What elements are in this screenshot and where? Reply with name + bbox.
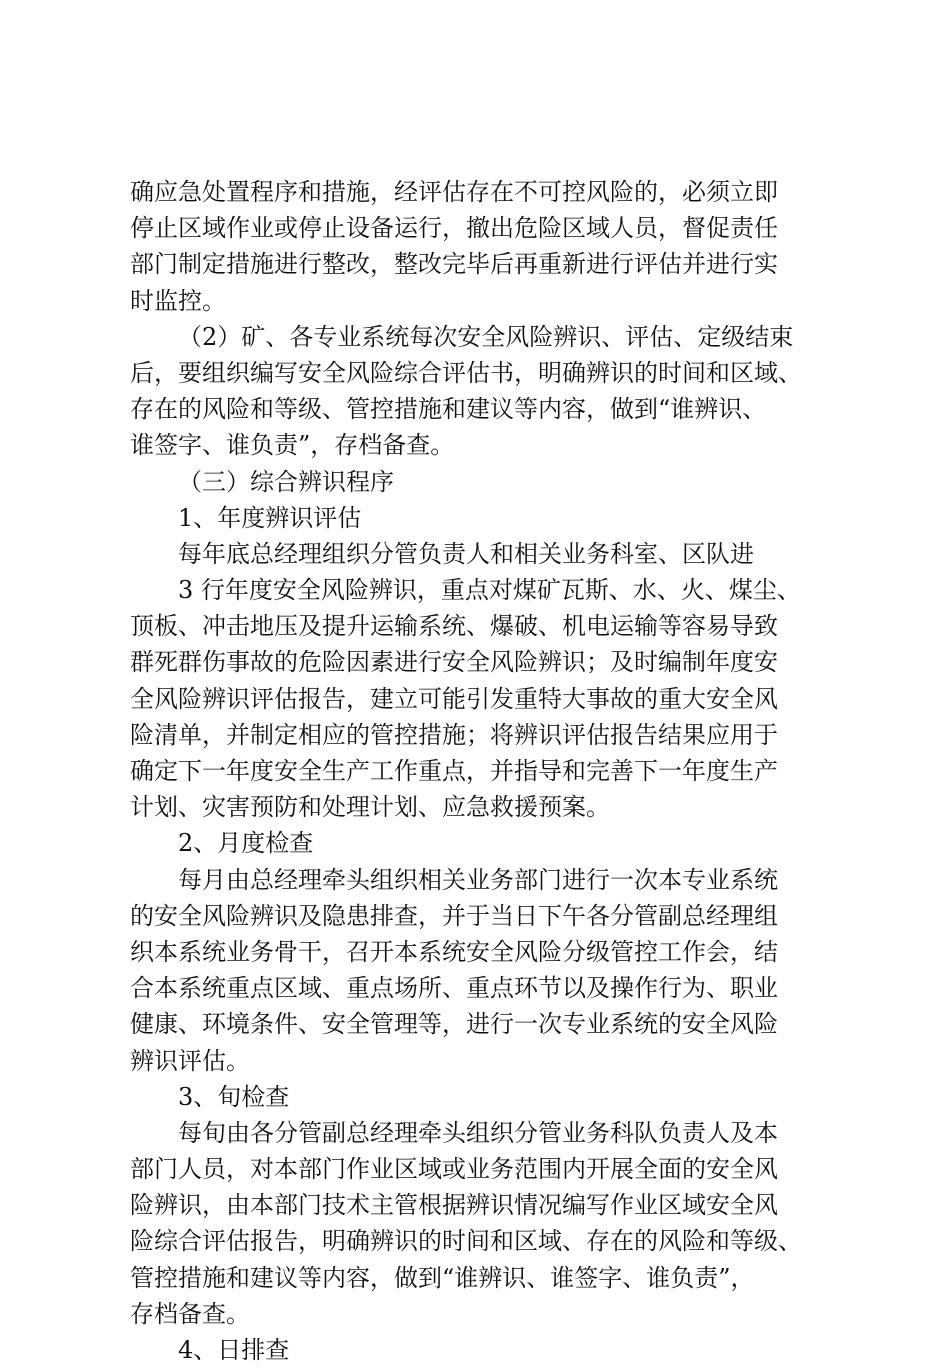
text-line: 确应急处置程序和措施，经评估存在不可控风险的，必须立即 xyxy=(130,178,778,206)
text-line: （三）综合辨识程序 xyxy=(178,467,394,496)
text-line: 全风险辨识评估报告，建立可能引发重特大事故的重大安全风 xyxy=(130,684,778,713)
text-line: 时监控。 xyxy=(130,286,226,315)
text-line: 停止区域作业或停止设备运行，撤出危险区域人员，督促责任 xyxy=(130,214,778,243)
text-line: 管控措施和建议等内容，做到“谁辨识、谁签字、谁负责”， xyxy=(130,1263,755,1292)
text-line: 确定下一年度安全生产工作重点，并指导和完善下一年度生产 xyxy=(130,757,778,785)
text-line: 每年底总经理组织分管负责人和相关业务科室、区队进 xyxy=(178,539,754,568)
document-body xyxy=(130,174,850,1368)
text-line: 险综合评估报告，明确辨识的时间和区域、存在的风险和等级、 xyxy=(130,1227,802,1256)
text-line: 计划、灾害预防和处理计划、应急救援预案。 xyxy=(130,793,610,822)
text-line: 每月由总经理牵头组织相关业务部门进行一次本专业系统 xyxy=(178,865,778,894)
text-line: 3 行年度安全风险辨识，重点对煤矿瓦斯、水、火、煤尘、 xyxy=(178,576,801,605)
text-line: 合本系统重点区域、重点场所、重点环节以及操作行为、职业 xyxy=(130,974,778,1003)
text-line: 部门人员，对本部门作业区域或业务范围内开展全面的安全风 xyxy=(130,1155,778,1184)
text-line: 3、旬检查 xyxy=(178,1082,290,1111)
text-line: 2、月度检查 xyxy=(178,829,314,858)
text-line: 存档备查。 xyxy=(130,1299,250,1328)
text-line: （2）矿、各专业系统每次安全风险辨识、评估、定级结束 xyxy=(178,322,794,351)
text-line: 后，要组织编写安全风险综合评估书，明确辨识的时间和区域、 xyxy=(130,358,802,387)
text-line: 顶板、冲击地压及提升运输系统、爆破、机电运输等容易导致 xyxy=(130,612,778,641)
text-line: 部门制定措施进行整改，整改完毕后再重新进行评估并进行实 xyxy=(130,250,778,279)
text-line: 存在的风险和等级、管控措施和建议等内容，做到“谁辨识、 xyxy=(130,395,767,424)
text-line: 健康、环境条件、安全管理等，进行一次专业系统的安全风险 xyxy=(130,1010,778,1039)
text-line: 每旬由各分管副总经理牵头组织分管业务科队负责人及本 xyxy=(178,1118,778,1147)
text-line: 4、日排查 xyxy=(178,1336,290,1364)
text-line: 辨识评估。 xyxy=(130,1046,250,1075)
text-line: 织本系统业务骨干，召开本系统安全风险分级管控工作会，结 xyxy=(130,937,778,966)
text-line: 险辨识，由本部门技术主管根据辨识情况编写作业区域安全风 xyxy=(130,1191,778,1220)
text-line: 群死群伤事故的危险因素进行安全风险辨识；及时编制年度安 xyxy=(130,648,778,677)
text-line: 险清单，并制定相应的管控措施；将辨识评估报告结果应用于 xyxy=(130,720,778,749)
text-line: 谁签字、谁负责”，存档备查。 xyxy=(130,431,455,460)
text-line: 1、年度辨识评估 xyxy=(178,503,362,532)
text-line: 的安全风险辨识及隐患排查，并于当日下午各分管副总经理组 xyxy=(130,901,778,930)
